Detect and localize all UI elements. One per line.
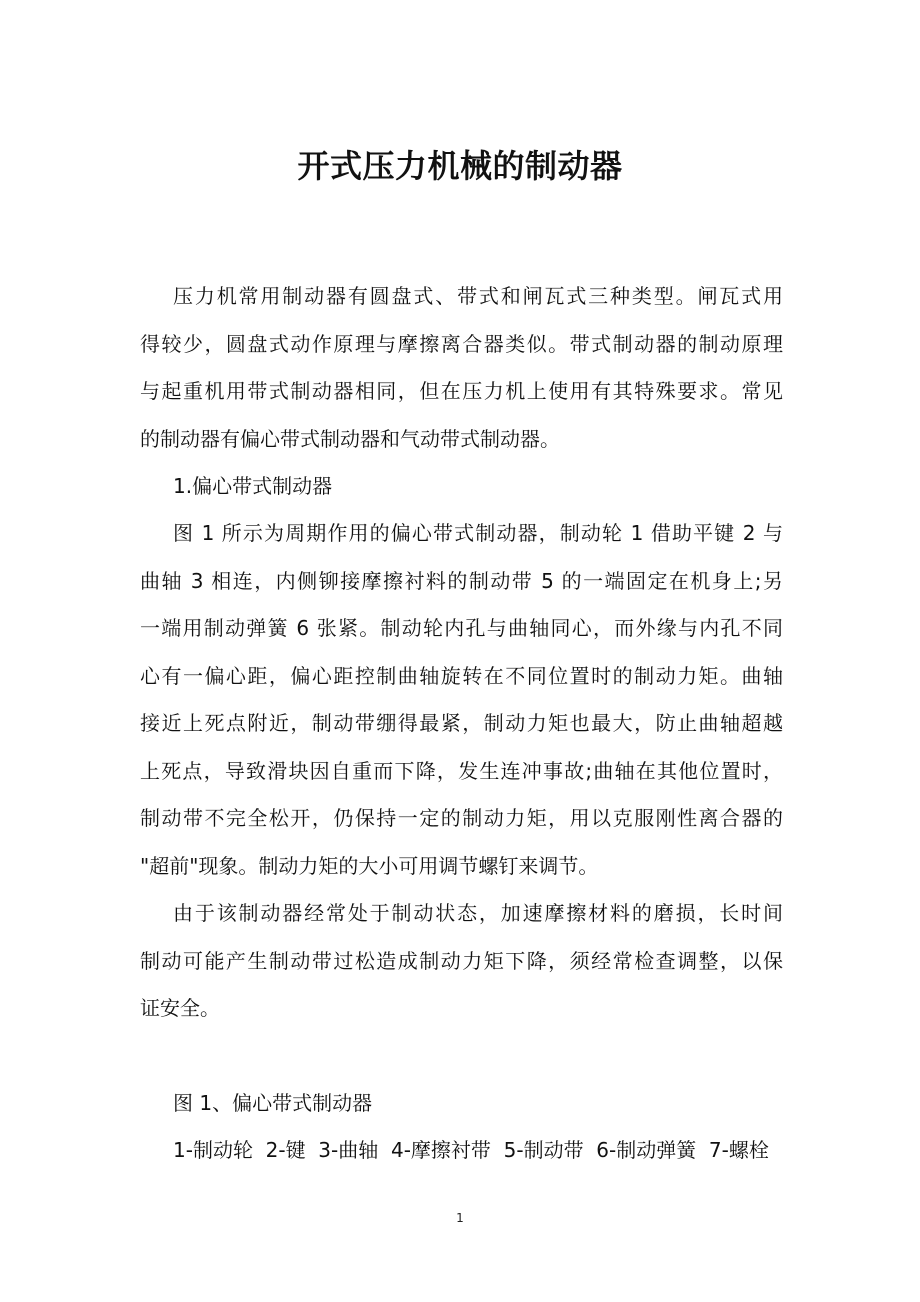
section-heading xyxy=(140,463,783,511)
paragraph-line: 得较少，圆盘式动作原理与摩擦离合器类似。带式制动器的制动原理 xyxy=(140,331,783,356)
paragraph-line: 制动带不完全松开，仍保持一定的制动力矩，用以克服刚性离合器的 xyxy=(140,806,783,830)
paragraph-description xyxy=(140,510,783,890)
paragraph-line: "超前"现象。制动力矩的大小可用调节螺钉来调节。 xyxy=(140,853,599,878)
figure-caption-text: 图 1、偏心带式制动器 xyxy=(173,1091,373,1115)
paragraph-line: 压力机常用制动器有圆盘式、带式和闸瓦式三种类型。闸瓦式用 xyxy=(173,284,783,308)
paragraph-line: 由于该制动器经常处于制动状态，加速摩擦材料的磨损，长时间 xyxy=(173,901,783,925)
figure-legend xyxy=(140,1127,783,1175)
paragraph-line: 与起重机用带式制动器相同，但在压力机上使用有其特殊要求。常见 xyxy=(140,379,783,403)
page-number: 1 xyxy=(456,1211,464,1225)
paragraph-line: 心有一偏心距，偏心距控制曲轴旋转在不同位置时的制动力矩。曲轴 xyxy=(140,663,783,688)
paragraph-line: 证安全。 xyxy=(140,996,220,1020)
paragraph-line: 的制动器有偏心带式制动器和气动带式制动器。 xyxy=(140,426,560,451)
paragraph-line: 上死点，导致滑块因自重而下降，发生连冲事故;曲轴在其他位置时， xyxy=(140,758,783,783)
paragraph-intro xyxy=(140,273,783,463)
paragraph-line: 曲轴 3 相连，内侧铆接摩擦衬料的制动带 5 的一端固定在机身上;另 xyxy=(140,568,783,593)
paragraph-line: 图 1 所示为周期作用的偏心带式制动器，制动轮 1 借助平键 2 与 xyxy=(173,521,783,545)
figure-legend-text: 1-制动轮 2-键 3-曲轴 4-摩擦衬带 5-制动带 6-制动弹簧 7-螺栓 xyxy=(173,1138,769,1162)
paragraph-maintenance xyxy=(140,890,783,1033)
document-title: 开式压力机械的制动器 xyxy=(297,147,623,185)
figure-caption xyxy=(140,1080,783,1128)
paragraph-line: 接近上死点附近，制动带绷得最紧，制动力矩也最大，防止曲轴超越 xyxy=(140,711,783,735)
paragraph-line: 制动可能产生制动带过松造成制动力矩下降，须经常检查调整，以保 xyxy=(140,948,783,973)
section-heading-text: 1.偏心带式制动器 xyxy=(173,474,333,498)
paragraph-line: 一端用制动弹簧 6 张紧。制动轮内孔与曲轴同心，而外缘与内孔不同 xyxy=(140,616,783,640)
